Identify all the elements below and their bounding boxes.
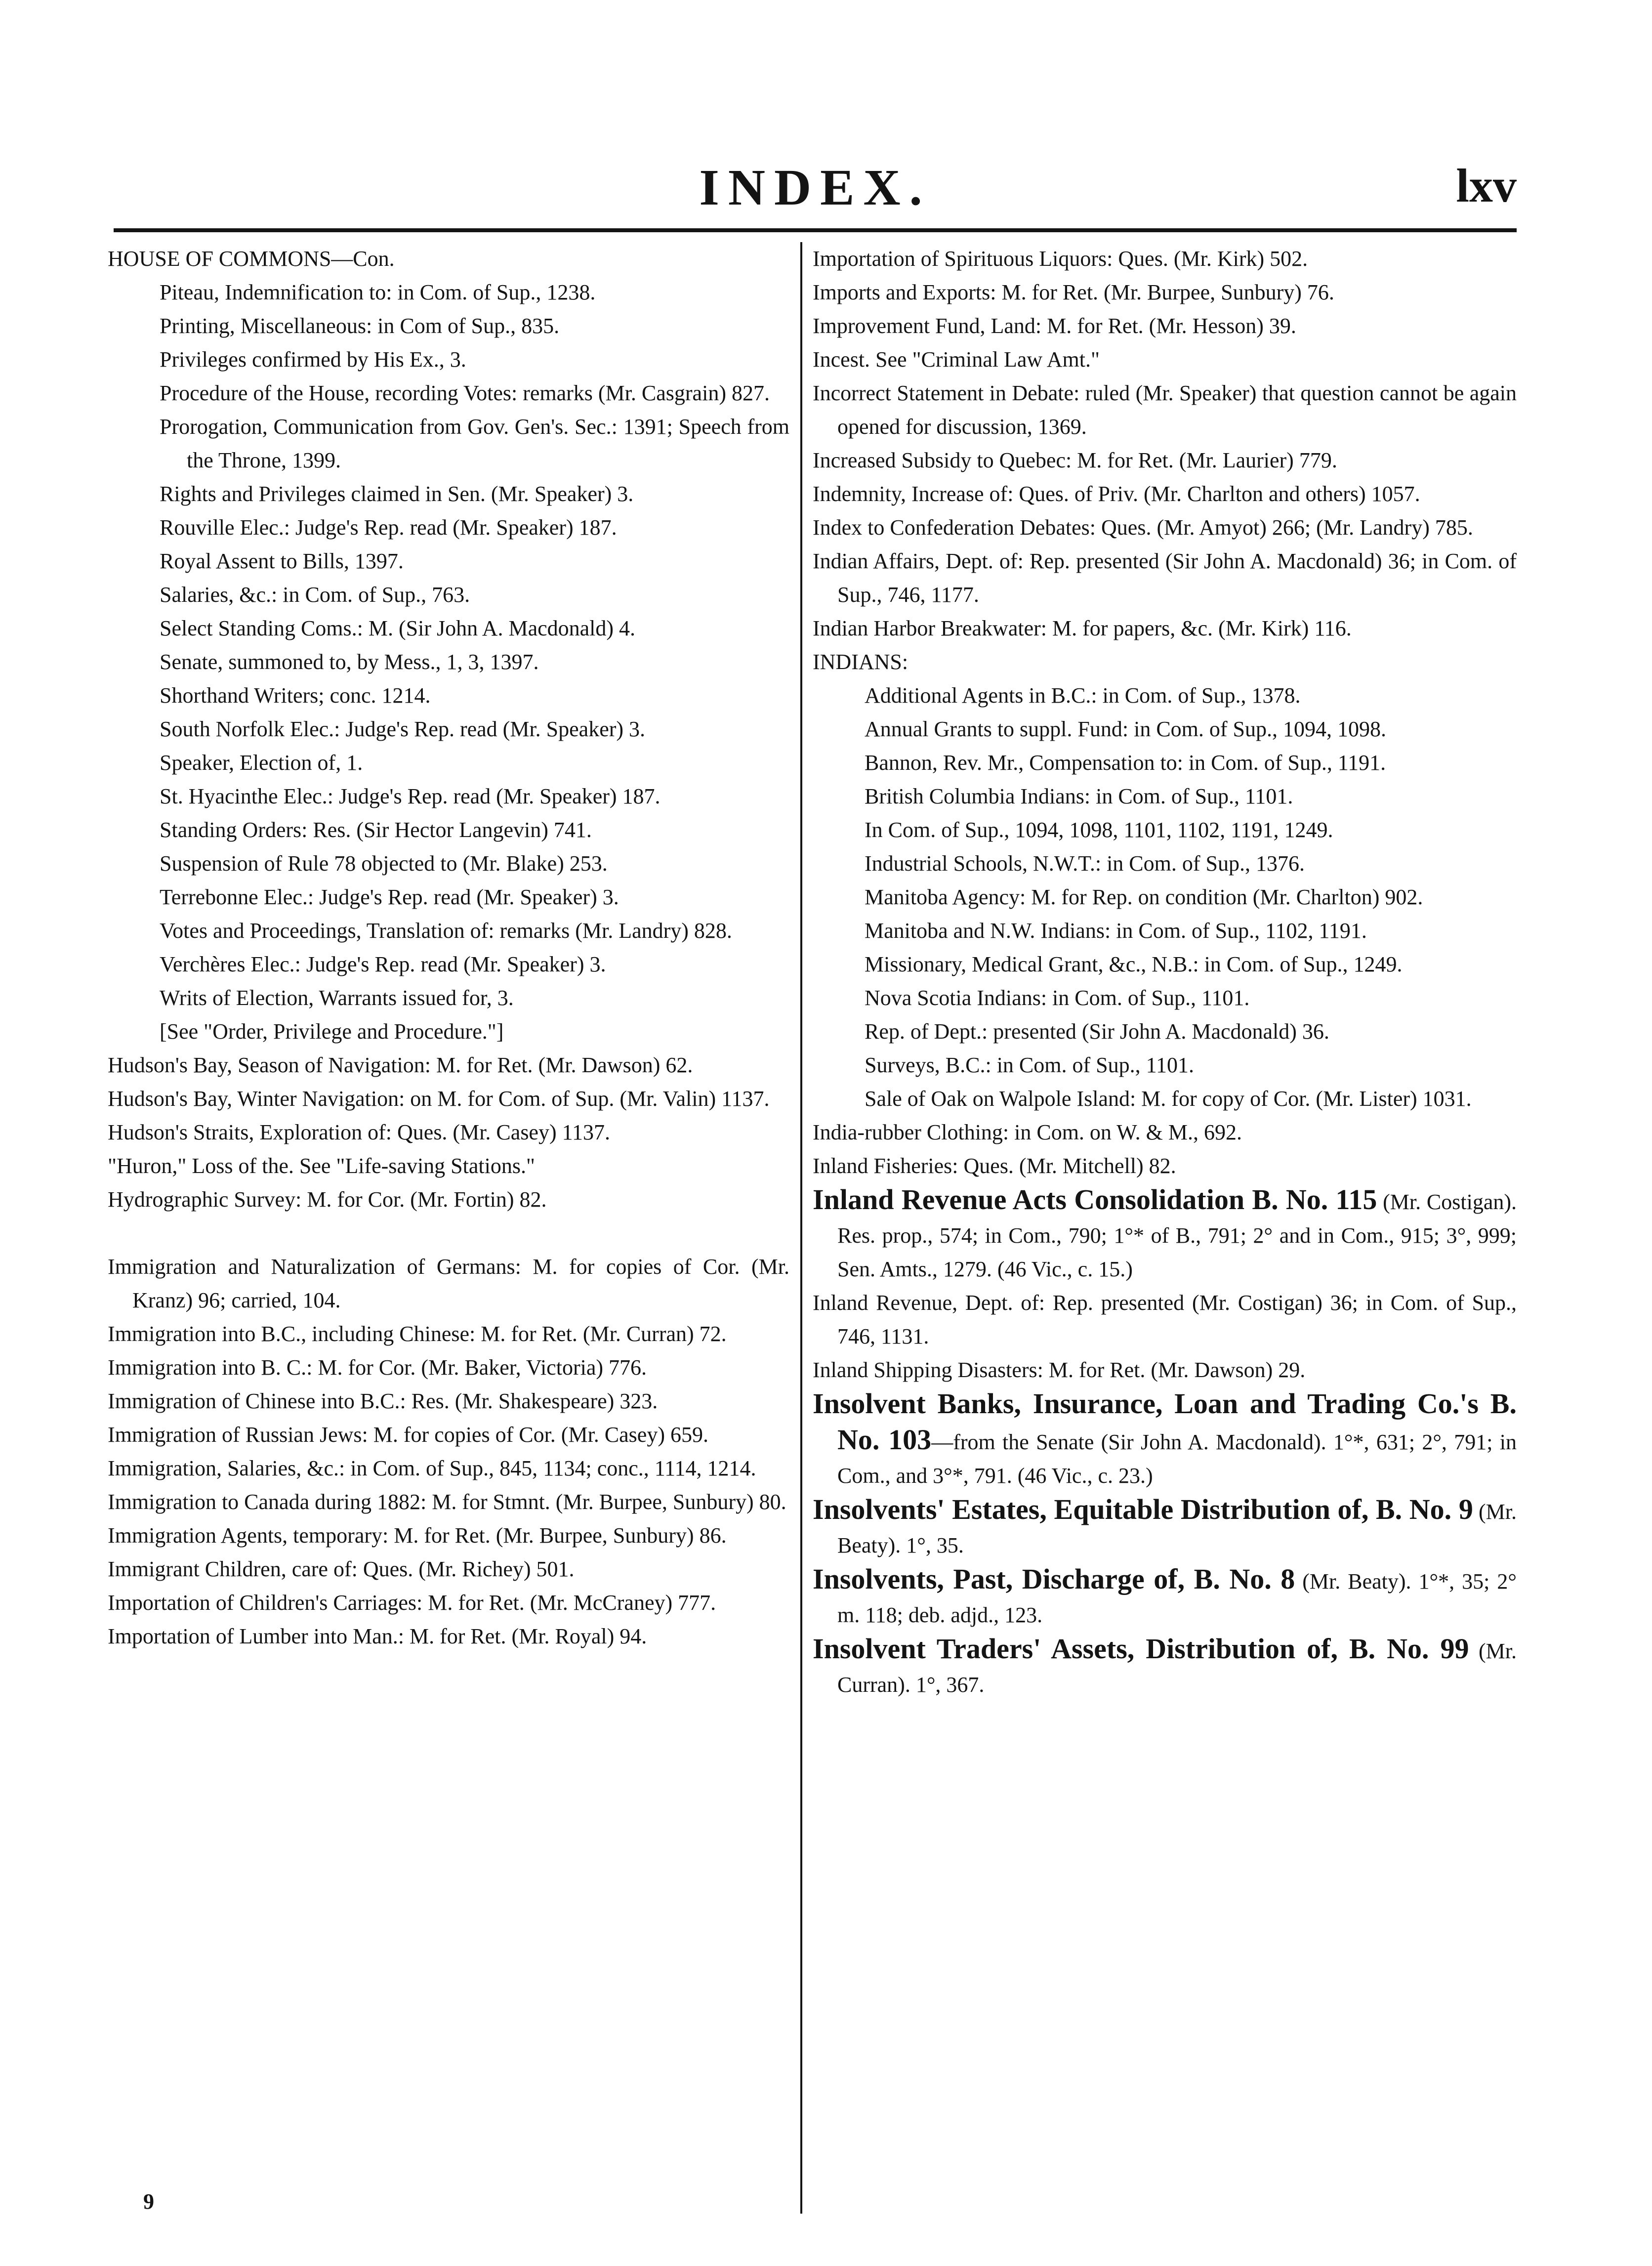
index-subentry: Privileges confirmed by His Ex., 3. (160, 347, 466, 372)
index-entry: Hudson's Straits, Exploration of: Ques. (Mr. Casey) 1137. (108, 1120, 610, 1144)
bill-entry (813, 1183, 1517, 1286)
index-entry: Incest. See "Criminal Law Amt." (813, 347, 1100, 372)
index-subentry: Prorogation, Communication from Gov. Gen's. Sec.: 1391; Speech from the Throne, 1399. (160, 415, 789, 472)
index-entry: Indian Harbor Breakwater: M. for papers, &c. (Mr. Kirk) 116. (813, 616, 1352, 640)
bill-details: (Mr. Curran). 1°, 367. (837, 1639, 1517, 1697)
index-entry: Immigration to Canada during 1882: M. for Stmnt. (Mr. Burpee, Sunbury) 80. (108, 1490, 786, 1514)
index-entry: Indian Affairs, Dept. of: Rep. presented (Sir John A. Macdonald) 36; in Com. of Sup., 746, 1177. (813, 549, 1517, 607)
bill-entry (813, 1387, 1517, 1493)
index-subentry: South Norfolk Elec.: Judge's Rep. read (Mr. Speaker) 3. (160, 717, 646, 741)
index-subentry: Piteau, Indemnification to: in Com. of Sup., 1238. (160, 280, 596, 304)
index-subentry: Additional Agents in B.C.: in Com. of Sup., 1378. (865, 683, 1301, 708)
left-column (108, 242, 789, 1653)
bill-entry (813, 1632, 1517, 1702)
index-subentry: [See "Order, Privilege and Procedure."] (160, 1019, 504, 1044)
index-entry: India-rubber Clothing: in Com. on W. & M., 692. (813, 1120, 1242, 1144)
bill-entry (813, 1562, 1517, 1632)
index-subentry: Suspension of Rule 78 objected to (Mr. Blake) 253. (160, 851, 608, 876)
index-entry: Indemnity, Increase of: Ques. of Priv. (Mr. Charlton and others) 1057. (813, 482, 1420, 506)
index-subentry: St. Hyacinthe Elec.: Judge's Rep. read (Mr. Speaker) 187. (160, 784, 661, 808)
index-subentry: Writs of Election, Warrants issued for, 3. (160, 986, 514, 1010)
index-entry: Imports and Exports: M. for Ret. (Mr. Burpee, Sunbury) 76. (813, 280, 1334, 304)
index-subentry: Missionary, Medical Grant, &c., N.B.: in Com. of Sup., 1249. (865, 952, 1403, 976)
column-divider (800, 242, 802, 2214)
index-entry: Immigration of Russian Jews: M. for copies of Cor. (Mr. Casey) 659. (108, 1423, 708, 1447)
index-subentry: Manitoba Agency: M. for Rep. on condition (Mr. Charlton) 902. (865, 885, 1423, 909)
index-entry: Immigration Agents, temporary: M. for Ret. (Mr. Burpee, Sunbury) 86. (108, 1523, 727, 1548)
index-subentry: British Columbia Indians: in Com. of Sup., 1101. (865, 784, 1293, 808)
bill-title: Inland Revenue Acts Consolidation B. No. 115 (813, 1183, 1377, 1216)
bill-entry (813, 1493, 1517, 1562)
index-entry: Immigration into B.C., including Chinese: M. for Ret. (Mr. Curran) 72. (108, 1322, 727, 1346)
page-title: INDEX. (699, 159, 931, 216)
bill-title: Insolvent Banks, Insurance, Loan and Trading Co.'s B. No. 103 (813, 1387, 1517, 1456)
page-header (114, 148, 1517, 222)
index-entry: Inland Shipping Disasters: M. for Ret. (Mr. Dawson) 29. (813, 1358, 1306, 1382)
index-subentry: Royal Assent to Bills, 1397. (160, 549, 404, 573)
index-subentry: Annual Grants to suppl. Fund: in Com. of Sup., 1094, 1098. (865, 717, 1387, 741)
index-subentry: Rep. of Dept.: presented (Sir John A. Macdonald) 36. (865, 1019, 1329, 1044)
footer-mark: 9 (143, 2189, 154, 2214)
index-subentry: Standing Orders: Res. (Sir Hector Langevin) 741. (160, 818, 592, 842)
spacer (108, 1217, 789, 1250)
index-entry: Hudson's Bay, Winter Navigation: on M. for Com. of Sup. (Mr. Valin) 1137. (108, 1087, 770, 1111)
index-entry: Importation of Children's Carriages: M. for Ret. (Mr. McCraney) 777. (108, 1591, 716, 1615)
index-entry: Immigration, Salaries, &c.: in Com. of Sup., 845, 1134; conc., 1114, 1214. (108, 1456, 756, 1480)
index-entry: Hydrographic Survey: M. for Cor. (Mr. Fortin) 82. (108, 1187, 547, 1212)
index-entry: Immigration and Naturalization of Germans: M. for copies of Cor. (Mr. Kranz) 96; carried, 104. (108, 1255, 789, 1312)
index-subentry: Verchères Elec.: Judge's Rep. read (Mr. Speaker) 3. (160, 952, 606, 976)
index-entry: "Huron," Loss of the. See "Life-saving Stations." (108, 1154, 535, 1178)
index-subentry: Select Standing Coms.: M. (Sir John A. Macdonald) 4. (160, 616, 636, 640)
index-entry: Immigrant Children, care of: Ques. (Mr. Richey) 501. (108, 1557, 575, 1581)
index-subentry: Printing, Miscellaneous: in Com of Sup., 835. (160, 314, 560, 338)
index-subentry: Salaries, &c.: in Com. of Sup., 763. (160, 583, 470, 607)
bill-details: (Mr. Beaty). 1°, 35. (837, 1500, 1517, 1557)
page-number: lxv (1456, 159, 1517, 212)
index-entry: HOUSE OF COMMONS—Con. (108, 247, 395, 271)
index-subentry: Terrebonne Elec.: Judge's Rep. read (Mr. Speaker) 3. (160, 885, 619, 909)
bill-details: —from the Senate (Sir John A. Macdonald). 1°*, 631; 2°, 791; in Com., and 3°*, 791. (46 Vic., c. 23.) (837, 1430, 1517, 1488)
index-entry: Index to Confederation Debates: Ques. (Mr. Amyot) 266; (Mr. Landry) 785. (813, 515, 1473, 540)
index-subentry: In Com. of Sup., 1094, 1098, 1101, 1102, 1191, 1249. (865, 818, 1333, 842)
index-entry: INDIANS: (813, 650, 909, 674)
index-subentry: Manitoba and N.W. Indians: in Com. of Sup., 1102, 1191. (865, 919, 1367, 943)
bill-details: (Mr. Costigan). Res. prop., 574; in Com., 790; 1°* of B., 791; 2° and in Com., 915; 3°, 999; Sen. Amts., 1279. (46 Vic., c. 15.) (837, 1190, 1517, 1281)
index-entry: Increased Subsidy to Quebec: M. for Ret. (Mr. Laurier) 779. (813, 448, 1337, 472)
bill-title: Insolvents' Estates, Equitable Distribution of, B. No. 9 (813, 1493, 1473, 1525)
index-subentry: Votes and Proceedings, Translation of: remarks (Mr. Landry) 828. (160, 919, 732, 943)
bill-details: (Mr. Beaty). 1°*, 35; 2° m. 118; deb. adjd., 123. (837, 1569, 1517, 1627)
index-subentry: Industrial Schools, N.W.T.: in Com. of Sup., 1376. (865, 851, 1305, 876)
index-subentry: Bannon, Rev. Mr., Compensation to: in Com. of Sup., 1191. (865, 751, 1386, 775)
index-subentry: Shorthand Writers; conc. 1214. (160, 683, 431, 708)
right-column (813, 242, 1517, 1702)
bill-title: Insolvent Traders' Assets, Distribution of, B. No. 99 (813, 1633, 1469, 1665)
bill-title: Insolvents, Past, Discharge of, B. No. 8 (813, 1563, 1295, 1595)
index-entry: Improvement Fund, Land: M. for Ret. (Mr. Hesson) 39. (813, 314, 1296, 338)
index-entry: Inland Revenue, Dept. of: Rep. presented (Mr. Costigan) 36; in Com. of Sup., 746, 1131. (813, 1291, 1517, 1348)
index-subentry: Rights and Privileges claimed in Sen. (Mr. Speaker) 3. (160, 482, 634, 506)
index-entry: Incorrect Statement in Debate: ruled (Mr. Speaker) that question cannot be again opened for discussion, 1369. (813, 381, 1517, 439)
index-entry: Inland Fisheries: Ques. (Mr. Mitchell) 82. (813, 1154, 1176, 1178)
index-entry: Hudson's Bay, Season of Navigation: M. for Ret. (Mr. Dawson) 62. (108, 1053, 693, 1077)
index-entry: Immigration of Chinese into B.C.: Res. (Mr. Shakespeare) 323. (108, 1389, 658, 1413)
index-entry: Importation of Spirituous Liquors: Ques. (Mr. Kirk) 502. (813, 247, 1308, 271)
index-subentry: Procedure of the House, recording Votes: remarks (Mr. Casgrain) 827. (160, 381, 770, 405)
index-entry: Importation of Lumber into Man.: M. for Ret. (Mr. Royal) 94. (108, 1624, 647, 1648)
index-subentry: Nova Scotia Indians: in Com. of Sup., 1101. (865, 986, 1250, 1010)
index-subentry: Senate, summoned to, by Mess., 1, 3, 1397. (160, 650, 539, 674)
index-subentry: Rouville Elec.: Judge's Rep. read (Mr. Speaker) 187. (160, 515, 617, 540)
index-entry: Immigration into B. C.: M. for Cor. (Mr. Baker, Victoria) 776. (108, 1355, 647, 1380)
index-subentry: Sale of Oak on Walpole Island: M. for copy of Cor. (Mr. Lister) 1031. (865, 1087, 1472, 1111)
index-subentry: Speaker, Election of, 1. (160, 751, 363, 775)
header-rule (114, 228, 1517, 232)
index-subentry: Surveys, B.C.: in Com. of Sup., 1101. (865, 1053, 1194, 1077)
